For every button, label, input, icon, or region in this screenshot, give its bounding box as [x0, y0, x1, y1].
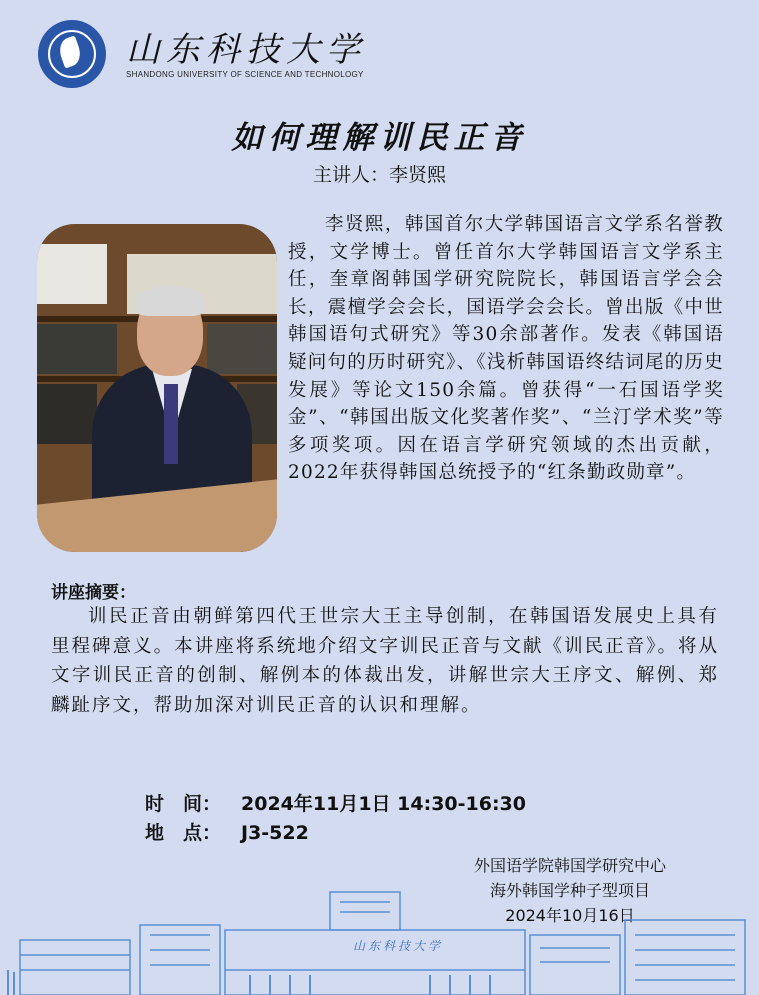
organizer-line-2: 海外韩国学种子型项目 [489, 881, 650, 900]
abstract-heading: 讲座摘要： [51, 583, 136, 603]
organizer-line-1: 外国语学院韩国学研究中心 [473, 856, 666, 875]
skyline-caption: 山东科技大学 [352, 939, 443, 953]
place-value: J3-522 [241, 822, 309, 844]
organizer-date: 2024年10月16日 [505, 906, 635, 925]
place-label: 地 点： [145, 822, 222, 844]
time-value: 2024年11月1日 14:30-16:30 [241, 793, 527, 815]
abstract-body: 训民正音由朝鲜第四代王世宗大王主导创制，在韩国语发展史上具有里程碑意义。本讲座将系统地介绍文字训民正音与文献《训民正音》。将从文字训民正音的创制、解例本的体裁出发，讲解世宗大王序文、解例、郑麟趾序文，帮助加深对训民正音的认识和理解。 [51, 606, 719, 716]
speaker-line: 主讲人：李贤熙 [312, 164, 446, 186]
time-label: 时 间： [145, 793, 222, 815]
university-header [38, 18, 458, 88]
speaker-photo [37, 224, 277, 552]
lecture-title: 如何理解训民正音 [231, 120, 528, 156]
time-row [145, 789, 526, 816]
university-seal-icon [38, 20, 106, 88]
university-name-calligraphy: 山东科技大学 [126, 30, 366, 70]
university-name-english: SHANDONG UNIVERSITY OF SCIENCE AND TECHNOLOGY [126, 70, 364, 79]
place-row [145, 818, 309, 845]
speaker-biography: 李贤熙，韩国首尔大学韩国语言文学系名誉教授，文学博士。曾任首尔大学韩国语言文学系主任，奎章阁韩国学研究院院长，韩国语言学会会长，震檀学会会长，国语学会会长。曾出版《中世韩国语句式研究》等30余部著作。发表《韩国语疑问句的历时研究》、《浅析韩国语终结词尾的历史发展》等论文150余篇。曾获得“一石国语学奖金”、“韩国出版文化奖著作奖”、“兰汀学术奖”等多项奖项。因在语言学研究领域的杰出贡献，2022年获得韩国总统授予的“红条勤政勋章”。 [288, 214, 724, 484]
